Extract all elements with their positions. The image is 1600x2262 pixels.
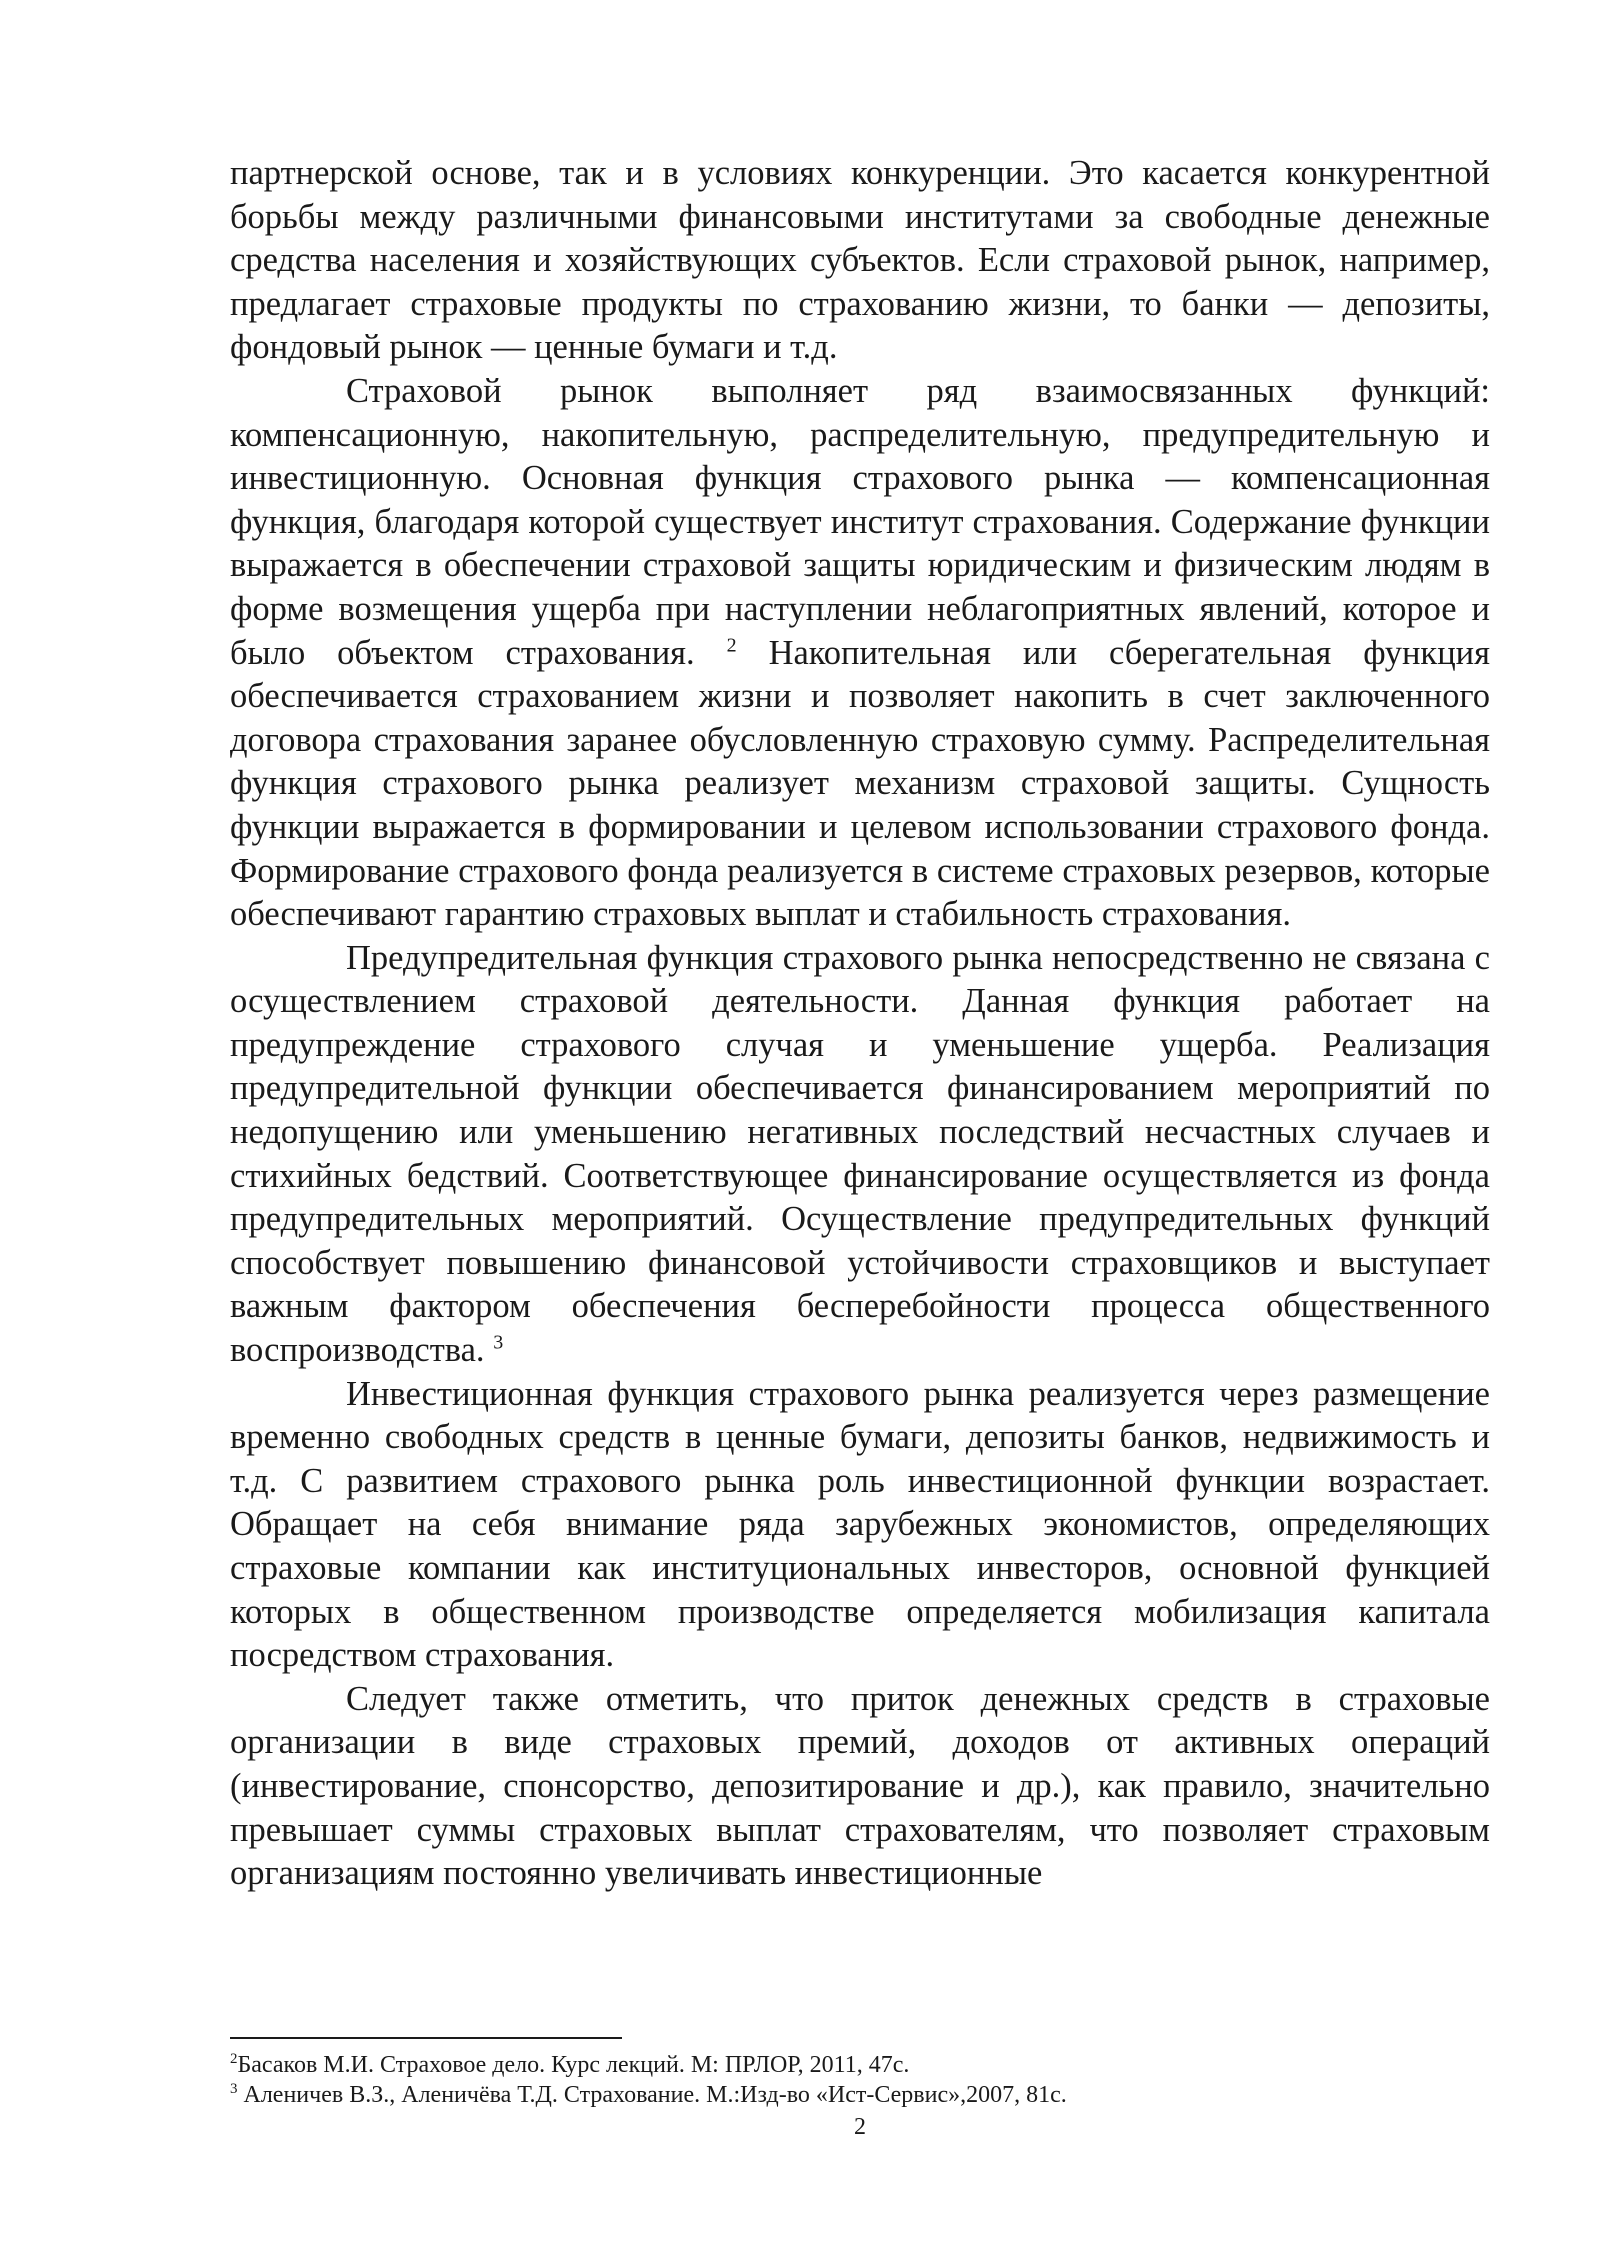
paragraph-text: Страховой рынок выполняет ряд взаимосвязанных функций: компенсационную, накопительную, распределительную, предупредительную и инвестиционную. Основная функция страхового рынка — компенсационная функция, благодаря которой существует институт страхования. Содержание функции выражается в обеспечении страховой защиты юридическим и физическим людям в форме возмещения ущерба при наступлении неблагоприятных явлений, которое и было объектом страхования.	[230, 371, 1490, 672]
footnotes	[230, 2050, 1490, 2110]
footnote-separator	[230, 2037, 622, 2039]
page-number: 2	[854, 2114, 866, 2140]
footnote-reference: 3	[493, 1331, 504, 1354]
paragraph-text: Инвестиционная функция страхового рынка реализуется через размещение временно свободных средств в ценные бумаги, депозиты банков, недвижимость и т.д. С развитием страхового рынка роль инвестиционной функции возрастает. Обращает на себя внимание ряда зарубежных экономистов, определяющих страховые компании как институциональных инвесторов, основной функцией которых в общественном производстве определяется мобилизация капитала посредством страхования.	[230, 1374, 1490, 1675]
footnote-reference: 2	[726, 634, 737, 657]
paragraph-text: партнерской основе, так и в условиях конкуренции. Это касается конкурентной борьбы между различными финансовыми институтами за свободные денежные средства населения и хозяйствующих субъектов. Если страховой рынок, например, предлагает страховые продукты по страхованию жизни, то банки — депозиты, фондовый рынок — ценные бумаги и т.д.	[230, 154, 1490, 367]
footnote-mark: 2	[230, 2051, 238, 2067]
body-text	[230, 152, 1490, 1896]
footnote-mark: 3	[230, 2081, 238, 2097]
paragraph-text: Накопительная или сберегательная функция обеспечивается страхованием жизни и позволяет накопить в счет заключенного договора страхования заранее обусловленную страховую сумму. Распределительная функция страхового рынка реализует механизм страховой защиты. Сущность функции выражается в формировании и целевом использовании страхового фонда. Формирование страхового фонда реализуется в системе страховых резервов, которые обеспечивают гарантию страховых выплат и стабильность страхования.	[230, 633, 1490, 934]
paragraph-text: Предупредительная функция страхового рынка непосредственно не связана с осуществлением страховой деятельности. Данная функция работает на предупреждение страхового случая и уменьшение ущерба. Реализация предупредительной функции обеспечивается финансированием мероприятий по недопущению или уменьшению негативных последствий несчастных случаев и стихийных бедствий. Соответствующее финансирование осуществляется из фонда предупредительных мероприятий. Осуществление предупредительных функций способствует повышению финансовой устойчивости страховщиков и выступает важным фактором обеспечения бесперебойности процесса общественного воспроизводства.	[230, 938, 1490, 1370]
footnote	[230, 2080, 1490, 2110]
paragraph	[230, 152, 1490, 370]
footnote-text: Аленичев В.З., Аленичёва Т.Д. Страхование. М.:Изд-во «Ист-Сервис»,2007, 81с.	[237, 2082, 1067, 2108]
footnote	[230, 2050, 1490, 2080]
paragraph-text: Следует также отметить, что приток денежных средств в страховые организации в виде страховых премий, доходов от активных операций (инвестирование, спонсорство, депозитирование и др.), как правило, значительно превышает суммы страховых выплат страхователям, что позволяет страховым организациям постоянно увеличивать инвестиционные	[230, 1679, 1490, 1893]
paragraph	[230, 1373, 1490, 1678]
paragraph	[230, 937, 1490, 1373]
paragraph	[230, 370, 1490, 937]
footnote-text: Басаков М.И. Страховое дело. Курс лекций. М: ПРЛОР, 2011, 47с.	[237, 2052, 910, 2078]
paragraph	[230, 1678, 1490, 1896]
